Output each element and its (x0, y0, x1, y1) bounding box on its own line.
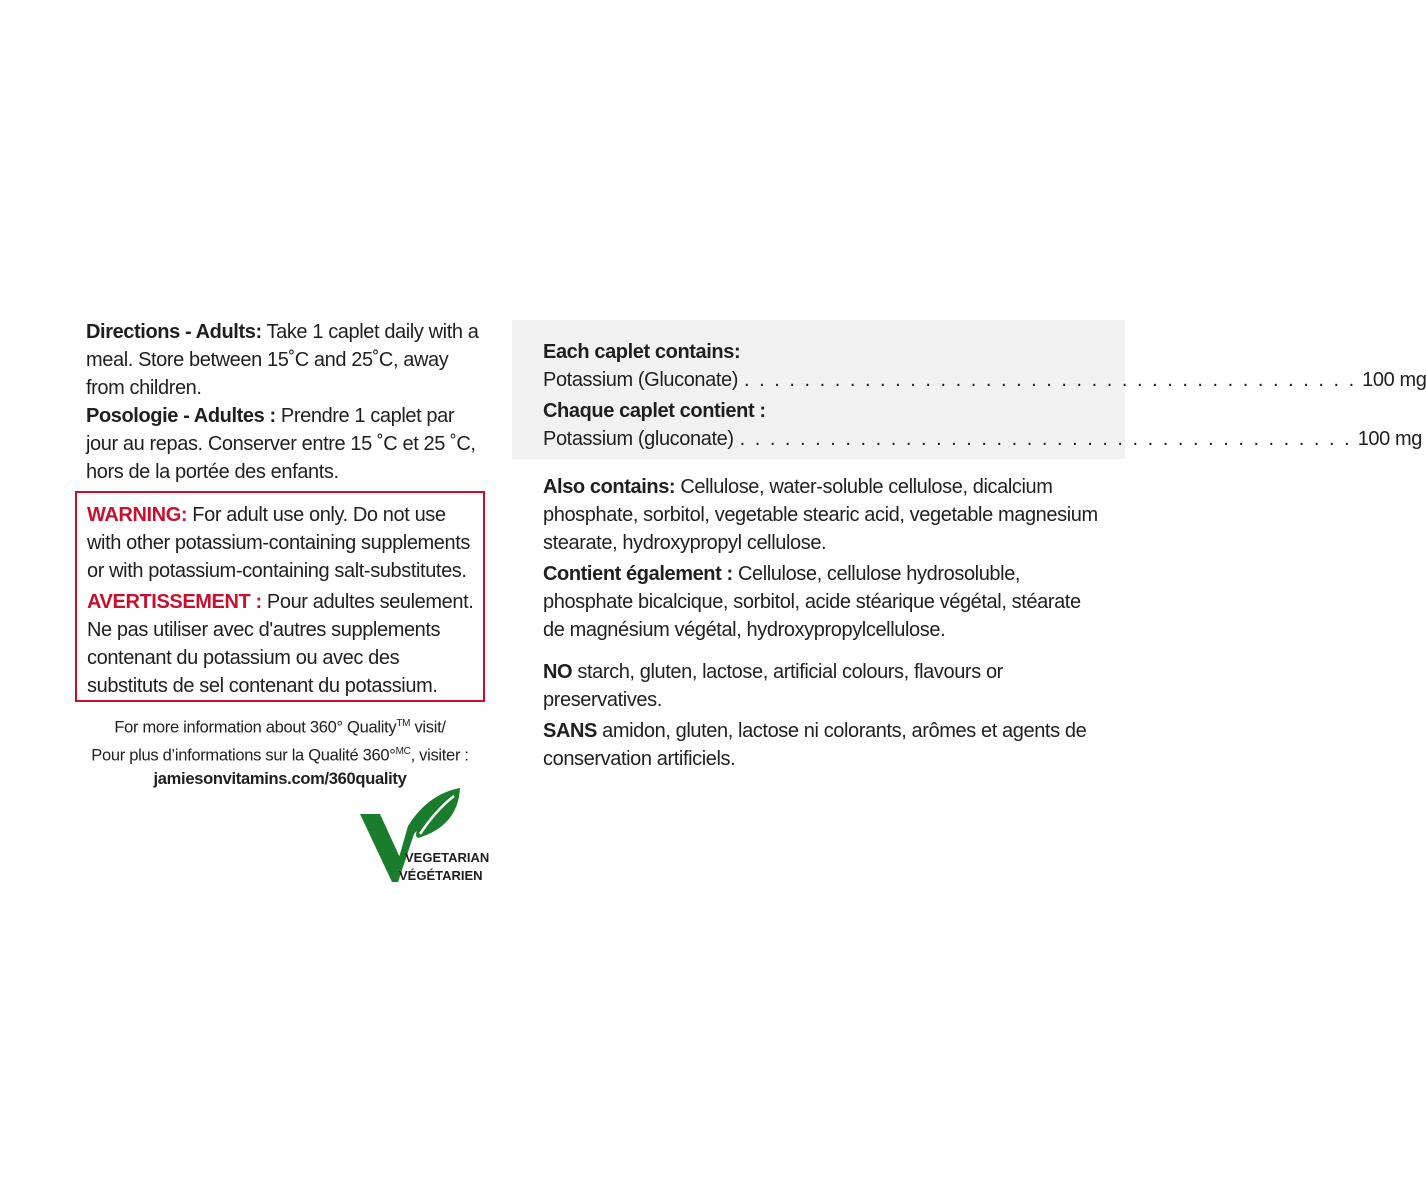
warning-fr-label: AVERTISSEMENT : (87, 591, 262, 613)
leader-dots: . . . . . . . . . . . . . . . . . . . . . . . . . . . . . . . . . . . . . . . . . (744, 369, 1357, 391)
also-contains-fr-text: Cellulose, cellulose hydrosoluble, phosphate bicalcique, sorbitol, acide stéarique végétal, stéarate de magnésium végétal, hydroxypropylcellulose. (543, 563, 1081, 641)
composition-fr-heading: Chaque caplet contient : (543, 400, 766, 422)
free-from-en (543, 658, 1103, 714)
warning-fr (87, 588, 482, 700)
composition-fr-row (543, 425, 1422, 453)
directions-en-text: Take 1 caplet daily with a meal. Store between 15˚C and 25˚C, away from children. (86, 321, 479, 399)
vegetarian-fr-label: VÉGÉTARIEN (399, 868, 483, 883)
warning-box (75, 491, 485, 702)
ingredient-amount: 100 mg (1362, 369, 1426, 391)
free-from-en-text: starch, gluten, lactose, artificial colours, flavours or preservatives. (543, 661, 1003, 711)
quality-info-fr-visit: , visiter : (410, 746, 469, 764)
also-contains-en-text: Cellulose, water-soluble cellulose, dicalcium phosphate, sorbitol, vegetable stearic acid, vegetable magnesium stearate, hydroxypropyl cellulose. (543, 476, 1098, 554)
directions-en-label: Directions - Adults: (86, 321, 262, 343)
directions-fr-text: Prendre 1 caplet par jour au repas. Conserver entre 15 ˚C et 25 ˚C, hors de la portée des enfants. (86, 405, 476, 483)
quality-info-fr-text: Pour plus d’informations sur la Qualité 360° (91, 746, 396, 764)
quality-url[interactable]: jamiesonvitamins.com/360quality (153, 770, 407, 788)
leader-dots: . . . . . . . . . . . . . . . . . . . . . . . . . . . . . . . . . . . . . . . . . (739, 428, 1352, 450)
marque-mark: MC (395, 745, 411, 757)
ingredient-name: Potassium (gluconate) (543, 428, 734, 450)
free-from-fr-text: amidon, gluten, lactose ni colorants, arômes et agents de conservation artificiels. (543, 720, 1087, 770)
quality-info-fr (76, 740, 484, 768)
warning-en-label: WARNING: (87, 504, 188, 526)
warning-en (87, 501, 482, 585)
quality-info-en (76, 712, 484, 740)
directions-en (86, 318, 486, 402)
ingredient-amount: 100 mg (1357, 428, 1422, 450)
also-contains-fr-label: Contient également : (543, 563, 733, 585)
warning-fr-text: Pour adultes seulement. Ne pas utiliser avec d'autres supplements contenant du potassium ou avec des substituts de sel contenant du potassium. (87, 591, 474, 697)
directions-fr (86, 402, 486, 486)
quality-info-en-text: For more information about 360° Quality (114, 718, 397, 737)
composition-panel (512, 320, 1426, 459)
quality-info-en-visit: visit/ (410, 718, 446, 737)
vegetarian-badge (358, 786, 498, 886)
warning-en-text: For adult use only. Do not use with other potassium-containing supplements or with potassium-containing salt-substitutes. (87, 504, 471, 582)
directions-section (86, 318, 486, 486)
ingredient-name: Potassium (Gluconate) (543, 369, 739, 391)
composition-en-row (543, 366, 1426, 394)
directions-fr-label: Posologie - Adultes : (86, 405, 276, 427)
trademark-mark: TM (396, 718, 411, 729)
free-from-fr-label: SANS (543, 720, 597, 742)
also-contains-en-label: Also contains: (543, 476, 676, 498)
free-from-en-label: NO (543, 661, 573, 683)
composition-en-heading: Each caplet contains: (543, 341, 741, 363)
vegetarian-v-leaf-icon (358, 786, 498, 886)
also-contains-fr (543, 560, 1103, 644)
quality-info (76, 712, 484, 791)
also-contains-en (543, 473, 1103, 557)
vegetarian-en-label: VEGETARIAN (405, 850, 490, 865)
ingredients-text (543, 473, 1103, 773)
free-from-fr (543, 717, 1103, 773)
